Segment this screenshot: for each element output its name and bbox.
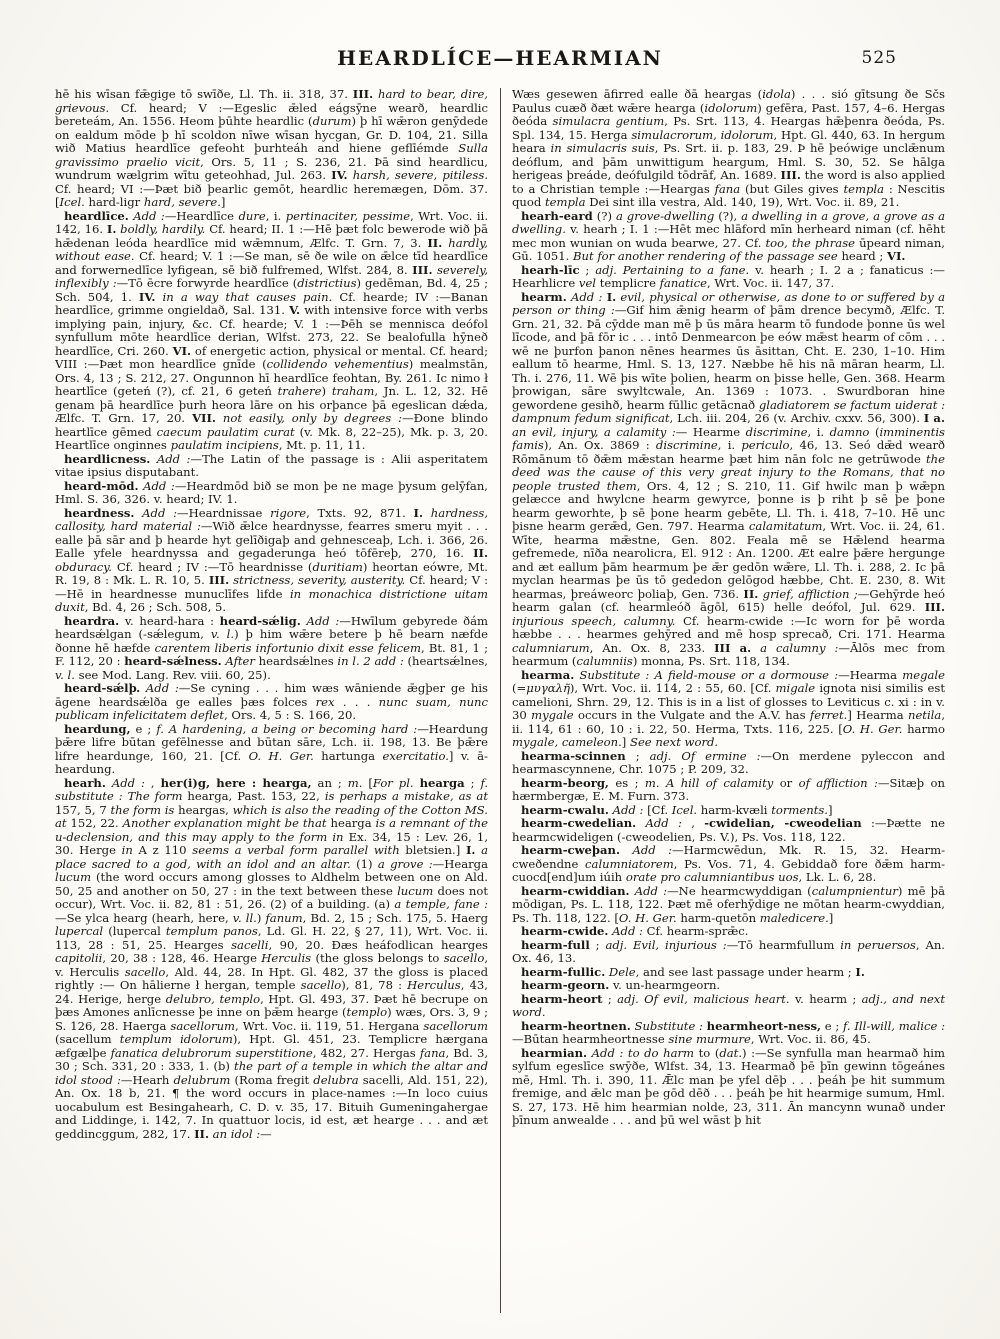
- dictionary-entry: hearm-georn. v. un-hearmgeorn.: [521, 978, 721, 992]
- dictionary-entry: hē his wīsan fǣgige tō swīðe, Ll. Th. ii. 318, 37. III. hard to bear, dire, grievous. Cf. heard; V :—Egeslic ǣled eágsȳne wearð, heardlic bereteám, An. 1556. Heom þūhte heardlic (durum) þ hī wǣron genȳdede on ealdum mōde þ hī scoldon nīwe wīsan hycgan, Gr. D. 104, 21. Silla wið Matius heardlīce gefeoht þurhteáh and hiene geflīémde Sulla gravissimo praelio vicit, Ors. 5, 11 ; S. 236, 21. Þā sind heardlicu, wundrum wælgrim wītu geteohhad, Jul. 263. IV. harsh, severe, pitiless. Cf. heard; VI :—Þæt bið þearlic gemōt, heardlic heremægen, Dōm. 37. [Icel. hard-ligr hard, severe.]: [55, 88, 488, 209]
- page-header: [55, 46, 945, 76]
- dictionary-entry: hearh. Add : , her(i)g, here : hearga, an ; m. [For pl. hearga ; f. substitute : The form hearga, Past. 153, 22, is perhaps a mistake, as at 157, 5, 7 the form is heargas, which is also the reading of the Cotton MS. at 152, 22. Another explanation might be that hearga is a remnant of the u-declension, and this may apply to the form in Ex. 34, 15 : Lev. 26, 1, 30. Herge in A z 110 seems a verbal form parallel with bletsien.] I. a place sacred to a god, with an idol and an altar. (1) a grove :—Hearga lucum (the word occurs among glosses to Aldhelm between one on Ald. 50, 25 and another on 50, 27 : in the text between these lucum does not occur), Wrt. Voc. ii. 82, 81 : 51, 26. (2) of a building. (a) a temple, fane :—Se ylca hearg (hearh, here, v. ll.) fanum, Bd. 2, 15 ; Sch. 175, 5. Haerg lupercal (lupercal templum panos, Ld. Gl. H. 22, § 27, 11), Wrt. Voc. ii. 113, 28 : 51, 25. Hearges sacelli, 90, 20. Ðæs heáfodlican hearges capitolii, 20, 38 : 128, 46. Hearge Herculis (the gloss belongs to sacello, v. Herculis sacello, Ald. 44, 28. In Hpt. Gl. 482, 37 the gloss is placed rightly :— On hālierne ł hergan, temple sacello), 81, 78 : Herculus, 43, 24. Herige, herge delubro, templo, Hpt. Gl. 493, 37. Þæt hē becrupe on þæs Amones anlīcnesse þe inne on þǣm hearge (templo) wæs, Ors. 3, 9 ; S. 126, 28. Haerga sacellorum, Wrt. Voc. ii. 119, 51. Hergana sacellorum (sacellum templum idolorum), Hpt. Gl. 451, 23. Templicre hærgana æfgælþe fanatica delubrorum superstitione, 482, 27. Hergas fana, Bd. 3, 30 ; Sch. 331, 20 : 333, 1. (b) the part of a temple in which the altar and idol stood :—Hearh delubrum (Roma fregit delubra sacelli, Ald. 151, 22), An. Ox. 18 b, 21. ¶ the word occurs in place-names :—In loco cuius uocabulum est Besingahearh, C. D. v. 35, 17. Bituih Gumeningahergae and Liddinge, i. 142, 7. In quattuor locis, id est, æt hearge . . . and æt geddincggum, 282, 17. II. an idol :—: [55, 775, 488, 1141]
- dictionary-entry: heardlīce. Add :—Heardlīce dure, i. pertinaciter, pessime, Wrt. Voc. ii. 142, 16. I. boldly, hardily. Cf. heard; II. 1 :—Hē þæt folc bewerode wið þā hǣdenan leóda heardlīce mid wǣmnum, Ælfc. T. Grn. 7, 3. II. hardly, without ease. Cf. heard; V. 1 :—Se man, sē ðe wile on ǣlce tīd heardlīce and forwernedlīce lyfigean, sē bið fulfremed, Wlfst. 284, 8. III. severely, inflexibly :—Tō ēcre forwyrde heardlīce (districtius) gedēman, Bd. 4, 25 ; Sch. 504, 1. IV. in a way that causes pain. Cf. hearde; IV :—Banan heardlīce, grimme ongieldað, Sal. 131. V. with intensive force with verbs implying pain, injury, &c. Cf. hearde; V. 1 :—Þēh se mennisca deófol synfullum mōte heardlīce derian, Wlfst. 273, 22. Se bealofulla hȳneð heardlīce, Cri. 260. VI. of energetic action, physical or mental. Cf. heard; VIII :—Þæt mon heardlīce gnīde (collidendo vehementius) mealmstān, Ors. 4, 13 ; S. 212, 27. Ongunnon hī heardlīce feohtan, By. 261. Ic nimo ł heartlīce (geteń (?), cf. 21, 6 geteń trahere) traham, Jn. L. 12, 32. Hē genam þā heardlīce þurh heora lāre on his orþance þā egeslican dǽda, Ælfc. T. Grn. 17, 20. VII. not easily, only by degrees :—Ðone blindo heartlīce gēmed caecum paulatim curat (v. Mk. 8, 22–25), Mk. p. 3, 20. Heartlīce onginnes paulatim incipiens, Mt. p. 11, 11.: [55, 208, 488, 452]
- dictionary-entry: hearm-beorg, es ; m. A hill of calamity or of affliction :—Sitæþ on hærmbergæ, E. M. Furn. 373.: [512, 775, 945, 803]
- dictionary-entry: heardung, e ; f. A hardening, a being or becoming hard :—Heardung þǣre lifre būtan gefēlnesse and būtan sāre, Lch. ii. 198, 13. Be þǣre lifre heardunge, 160, 21. [Cf. O. H. Ger. hartunga exercitatio.] v. ā-heardung.: [55, 721, 488, 776]
- dictionary-entry: heardlicness. Add :—The Latin of the passage is : Alii asperitatem vitae ipsius disputabant.: [55, 451, 488, 479]
- page-number: 525: [861, 48, 897, 68]
- dictionary-entry: hearm-cwide. Add : Cf. hearm-sprǣc.: [521, 924, 749, 938]
- dictionary-entry: heardra. v. heard-hara : heard-sǽlig. Add :—Hwīlum gebyrede ðám heardsǽlgan (-sǽlegum, v. l.) þ him wǣre betere þ hē bearn næfde ðonne hē hæfde carentem liberis infortunio dixit esse felicem, Bt. 81, 1 ; F. 112, 20 : heard-sǽlness. After heardsǽlnes in l. 2 add : (heartsǽlnes, v. l. see Mod. Lang. Rev. viii. 60, 25).: [55, 613, 488, 682]
- dictionary-entry: hearm-heortnen. Substitute : hearmheort-ness, e ; f. Ill-will, malice :—Būtan hearmheortnesse sine murmure, Wrt. Voc. ii. 86, 45.: [512, 1018, 945, 1046]
- dictionary-entry: hearm-cweþan. Add :—Harmcwēdun, Mk. R. 15, 32. Hearm-cweðendne calumniatorem, Ps. Vos. 71, 4. Gebiddað fore ðǣm harm-cuocd[end]um iúih orate pro calumniantibus uos, Lk. L. 6, 28.: [512, 843, 945, 884]
- column-divider-rule: [500, 88, 501, 1313]
- dictionary-entry: hearm-heort ; adj. Of evil, malicious heart. v. hearm ; adj., and next word.: [512, 991, 945, 1019]
- dictionary-entry: hearm-fullic. Dele, and see last passage under hearm ; I.: [521, 964, 865, 979]
- dictionary-entry: heard-mōd. Add :—Heardmōd bið se mon þe ne mage þysum gelȳfan, Hml. S. 36, 326. v. heard; IV. 1.: [55, 478, 488, 506]
- dictionary-entry: hearmian. Add : to do harm to (dat.) :—Se synfulla man hearmað him sylfum egeslīce swȳðe, Wlfst. 34, 13. Hearmað þē þīn gewinn tōgeánes mē, Hml. Th. i. 390, 11. Ǣlc man þe yfel dēþ . . . þeáh þe hit summum fremige, and ǣlc man þe gōd dēð . . . þeáh þe hit hearmige sumum, Hml. S. 27, 173. Hē him hearmian nolde, 23, 311. Ān mancynn wunað under þīnum anwealde . . . and þū wel wāst þ hit: [512, 1045, 945, 1127]
- dictionary-entry: hearm-cwalu. Add : [Cf. Icel. harm-kvæli torments.]: [521, 802, 833, 817]
- dictionary-entry: hearm. Add : I. evil, physical or otherwise, as done to or suffered by a person or thing :—Gif him ǣnig hearm of þām drence becymð, Ælfc. T. Grn. 21, 32. Þā cȳdde man mē þ ūs māra hearm tō fundode þonne ūs wel līcode, and þā fōr ic . . . intō Denmearcon þe eów mǣst hearm of cōm . . . wē ne þurfon þanon nēnes hearmes ūs āsittan, Cht. E. 230, 1–10. Him eallum tō hearme, Hml. S. 13, 127. Næbbe hē his nā māran hearm, Ll. Th. i. 276, 11. Wē þis wīte þolien, hearm on þisse helle, Gen. 368. Hearm þrowigan, sāre swyltcwale, An. 1369 : 1073. . Swurdboran hine gewordene gesihð, hearm fūllic getācnað gladiatorem se factum uiderat : dampnum fedum significat, Lch. iii. 204, 26 (v. Archiv. cxxv. 56, 300). I a. an evil, injury, a calamity :— Hearme discrimine, i. damno (imminentis famis), An. Ox. 3869 : discrimine, i. periculo, 46, 13. Seó dǣd wearð Rōmānum tō ðǣm mǣstan hearme þæt him nān folc ne getrūwode the deed was the cause of this very great injury to the Romans, that no people trusted them, Ors. 4, 12 ; S. 210, 11. Gif hwilc man þ wǣpn gelæcce and hwylcne hearm gewyrce, þonne is þ riht þ sē þe þone hearm geworhte, þ sē þone hearm gebēte, Ll. Th. i. 418, 7–10. Hē unc þisne hearm gerǣd, Gen. 797. Hearma calamitatum, Wrt. Voc. ii. 24, 61. Wīte, hearma mǣstne, Gen. 802. Feala mē se Hǣlend hearma gefremede, nīða nearolicra, El. 912 : An. 1200. Æt ealre þǣre hergunge and æt eallum þām hearmum þe ǣr gedōn wǣre, Ll. Th. i. 288, 2. Ic þā myclan hearmas þe ūs tō gededon gelōgod hæbbe, Cht. E. 230, 8. Wit hearmas, þreáweorc þoliaþ, Gen. 736. II. grief, affliction ;—Gehȳrde heó hearm galan (cf. hearmleóð āgōl, 615) helle deófol, Jul. 629. III. injurious speech, calumny. Cf. hearm-cwide :—Ic worn for þē worda hæbbe . . . hearmes gehȳred and mē hosp sprecað, Cri. 171. Hearma calumniarum, An. Ox. 8, 233. III a. a calumny :—Ālōs mec from hearmum (calumniis) monna, Ps. Srt. 118, 134.: [512, 289, 945, 668]
- dictionary-entry: hearma-scinnen ; adj. Of ermine :—On merdene pyleccon and hearmascynnene, Chr. 1075 ; P. 209, 32.: [512, 748, 945, 776]
- page-title: HEARDLÍCE—HEARMIAN: [337, 46, 663, 70]
- dictionary-entry: hearma. Substitute : A field-mouse or a dormouse :—Hearma megale (=μυγαλῆ), Wrt. Voc. ii. 114, 2 : 55, 60. [Cf. migale ignota nisi similis est camelioni, Shrn. 29, 12. This is in a list of glosses to Leviticus c. xi : in v. 30 mygale occurs in the Vulgate and the A.V. has ferret.] Hearma netila, ii. 114, 61 : 60, 10 : i. 22, 50. Herma, Txts. 116, 225. [O. H. Ger. harmo mygale, cameleon.] See next word.: [512, 667, 945, 749]
- right-column: [512, 88, 945, 1313]
- dictionary-entry: Wæs gesewen āfirred ealle ðā heargas (idola) . . . sió gītsung ðe Sčs Paulus cuæð ðæt wǣre hearga (idolorum) gefēra, Past. 157, 4–6. Hergas ðeóda simulacra gentium, Ps. Srt. 113, 4. Heargas hǣþenra ðeóda, Ps. Spl. 134, 15. Herga simulacrorum, idolorum, Hpt. Gl. 440, 63. In hergum heara in simulacris suis, Ps. Srt. ii. p. 183, 29. Þ hē þeówige unclǣnum deóflum, and þām unwittigum heargum, Hml. S. 30, 52. Se hālga herigeas þreáde, deófulgild tōdrāf, An. 1689. III. the word is also applied to a Christian temple :—Heargas fana (but Giles gives templa : Nescitis quod templa Dei sint illa vestra, Ald. 140, 19), Wrt. Voc. ii. 89, 21.: [512, 88, 945, 209]
- left-column: [55, 88, 488, 1313]
- dictionary-entry: hearh-eard (?) a grove-dwelling (?), a dwelling in a grove, a grove as a dwelling. v. hearh ; I. 1 :—Hēt mec hlāford mīn herheard niman (cf. hēht mec mon wunian on wuda bearwe, 27. Cf. too, the phrase ūpeard niman, Gū. 1051. But for another rendering of the passage see heard ; VI.: [512, 208, 945, 263]
- dictionary-entry: hearh-līc ; adj. Pertaining to a fane. v. hearh ; I. 2 a ; fanaticus :— Hearhlicre vel templicre fanatice, Wrt. Voc. ii. 147, 37.: [512, 262, 945, 290]
- dictionary-entry: hearm-cwiddian. Add :—Ne hearmcwyddigan (calumpnientur) mē þā mōdigan, Ps. L. 118, 122. Þæt mē oferhȳdige ne mōtan hearm-cwyddian, Ps. Th. 118, 122. [O. H. Ger. harm-quetōn maledicere.]: [512, 883, 945, 925]
- dictionary-entry: heard-sǽlþ. Add :—Se cyning . . . him wæs wāniende ǣgþer ge his āgene heardsǽlða ge ealles þæs folces rex . . . nunc suam, nunc publicam infelicitatem deflet, Ors. 4, 5 : S. 166, 20.: [55, 681, 488, 722]
- text-columns: [55, 88, 945, 1313]
- dictionary-entry: heardness. Add :—Heardnissae rigore, Txts. 92, 871. I. hardness, callosity, hard material :—Wið ǣlce heardnysse, fearres smeru myit . . . ealle þā sār and þ hearde hyt gelīðigaþ and gehnesceaþ, Lch. i. 366, 26. Ealle yfele heardnyssa and gegaderunga heó tōfēreþ, 270, 16. II. obduracy. Cf. heard ; IV :—Tō heardnisse (duritiam) heortan eówre, Mt. R. 19, 8 : Mk. L. R. 10, 5. III. strictness, severity, austerity. Cf. heard; V :—Hē in heardnesse munuclīfes lifde in monachica districtione uitam duxit, Bd. 4, 26 ; Sch. 508, 5.: [55, 505, 488, 614]
- dictionary-entry: hearm-full ; adj. Evil, injurious :—Tō hearmfullum in peruersos, An. Ox. 46, 13.: [512, 937, 945, 965]
- column-gap: [488, 88, 512, 1313]
- dictionary-entry: hearm-cwedelian. Add : , -cwidelian, -cweodelian :—Þætte ne hearmcwideligen (-cweodelien, Ps. V.), Ps. Vos. 118, 122.: [512, 816, 945, 844]
